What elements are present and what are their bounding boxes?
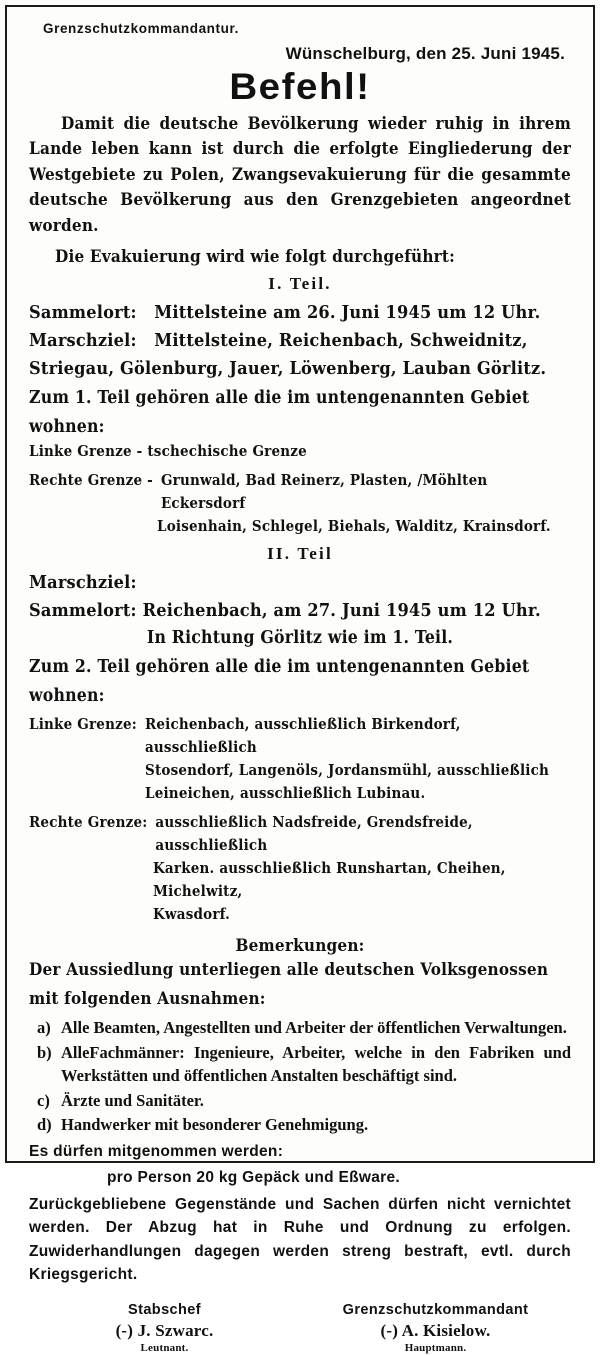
part-two-assembly-value: Reichenbach, am 27. Juni 1945 um 12 Uhr. [142,600,541,622]
lead-line-3: Westgebiete zu Polen, Zwangsevakuierung für die gesammte [29,164,571,185]
part-one-route-line-2: Striegau, Gölenburg, Jauer, Löwenberg, Lauban Görlitz. [29,358,547,380]
part-one-right-border-line-2: Loisenhain, Schlegel, Biehals, Walditz, Krainsdorf. [157,517,551,536]
signature-right-name: (-) A. Kisielow. [380,1320,491,1340]
part-one-assembly-value: Mittelsteine am 26. Juni 1945 um 12 Uhr. [154,302,541,324]
lead-line-4: deutsche Bevölkerung aus den Grenzgebieten angeordnet [29,190,571,211]
lead-line-5: worden. [29,215,99,236]
part-one-assembly-label: Sammelort: [29,302,137,324]
exception-item-a [37,1016,571,1040]
part-one-right-border-label: Rechte Grenze - [29,471,153,490]
part-two-direction: In Richtung Görlitz wie im 1. Teil. [146,628,454,649]
part-two-left-border-line-1: Reichenbach, ausschließlich Birkendorf, ausschließlich [144,715,461,757]
part-two-title: II. Teil [267,544,333,564]
remarks-lead-line-1: Der Aussiedlung unterliegen alle deutschen Volksgenossen [29,960,549,981]
signature-left-role: Stabschef [128,1301,201,1318]
allowed-intro: Es dürfen mitgenommen werden: [29,1142,284,1160]
part-two-route-label: Marschziel: [29,572,137,594]
part-two-left-border-label: Linke Grenze: [29,715,137,734]
remarks-lead-line-2: mit folgenden Ausnahmen: [29,989,266,1010]
exception-marker-c: c) [37,1090,50,1110]
part-two-left-border-line-2: Stosendorf, Langenöls, Jordansmühl, ausschließlich [145,761,550,780]
signature-left [29,1301,300,1355]
part-two-assembly-label: Sammelort: [29,600,137,622]
part-one-scope-line-1: Zum 1. Teil gehören alle die im untengenannten Gebiet [29,388,530,409]
exception-text-b: AlleFachmänner: Ingenieure, Arbeiter, welche in den Fabriken und Werkstätten und öffentlichen Anstalten beschäftigt sind. [61,1042,571,1086]
exception-marker-b: b) [37,1042,52,1062]
place-and-date: Wünschelburg, den 25. Juni 1945. [285,44,565,63]
remarks-title: Bemerkungen: [235,936,365,957]
lead-line-2: Lande leben kann ist durch die erfolgte Eingliederung der [29,139,571,160]
lead-paragraph [29,112,571,240]
exception-item-b [37,1041,571,1088]
part-one-route-first [29,328,571,354]
signature-right-rank: Hauptmann. [404,1341,467,1354]
signature-left-name: (-) J. Szwarc. [115,1320,214,1340]
exception-marker-d: d) [37,1115,52,1135]
part-two-right-border-line-2: Karken. ausschließlich Runshartan, Cheihen, Michelwitz, [153,859,506,901]
part-two-right-border-label: Rechte Grenze: [29,813,148,832]
part-one-route-line-1: Mittelsteine, Reichenbach, Schweidnitz, [154,330,528,352]
exception-text-c: Ärzte und Sanitäter. [61,1090,204,1110]
document-sheet [7,7,593,1354]
part-two-scope-line-1: Zum 2. Teil gehören alle die im untengenannten Gebiet [29,657,530,678]
closing-warning: Zurückgebliebene Gegenstände und Sachen dürfen nicht vernichtet werden. Der Abzug hat in Ruhe und Ordnung zu erfolgen. Zuwiderhandlungen dagegen werden streng bestraft, evtl. durch Kriegsgericht. [29,1195,571,1284]
exception-text-d: Handwerker mit besonderer Genehmigung. [61,1115,369,1135]
part-two-left-border-line-3: Leineichen, ausschließlich Lubinau. [145,784,426,803]
exception-item-c [37,1089,571,1113]
part-one-right-border [29,469,571,515]
signature-left-rank: Leutnant. [140,1341,189,1354]
part-two-left-border [29,713,571,759]
part-one-right-border-line-1: Grunwald, Bad Reinerz, Plasten, /Möhlten Eckersdorf [160,471,488,513]
allowed-detail: pro Person 20 kg Gepäck und Eßware. [107,1169,401,1187]
exception-marker-a: a) [37,1018,51,1038]
part-two-assembly [29,598,571,624]
signature-right [300,1301,571,1355]
part-one-left-border: Linke Grenze - tschechische Grenze [29,442,307,461]
part-one-assembly [29,300,571,326]
part-two-right-border-line-3: Kwasdorf. [153,905,230,924]
part-one-route-label: Marschziel: [29,330,137,352]
part-one-title: I. Teil. [268,274,332,294]
signature-block [29,1301,571,1355]
procedure-line: Die Evakuierung wird wie folgt durchgeführt: [55,247,456,268]
part-two-right-border [29,811,571,857]
page-title: Befehl! [229,66,371,107]
part-two-scope-line-2: wohnen: [29,686,105,707]
issuing-authority: Grenzschutzkommandantur. [43,21,239,36]
exception-item-d [37,1113,571,1137]
exception-text-a: Alle Beamten, Angestellten und Arbeiter der öffentlichen Verwaltungen. [61,1018,567,1038]
lead-line-1: Damit die deutsche Bevölkerung wieder ruhig in ihrem [61,113,571,134]
part-one-scope-line-2: wohnen: [29,417,105,438]
part-two-right-border-line-1: ausschließlich Nadsfreide, Grendsfreide, ausschließlich [155,813,473,855]
signature-right-role: Grenzschutzkommandant [342,1301,529,1318]
